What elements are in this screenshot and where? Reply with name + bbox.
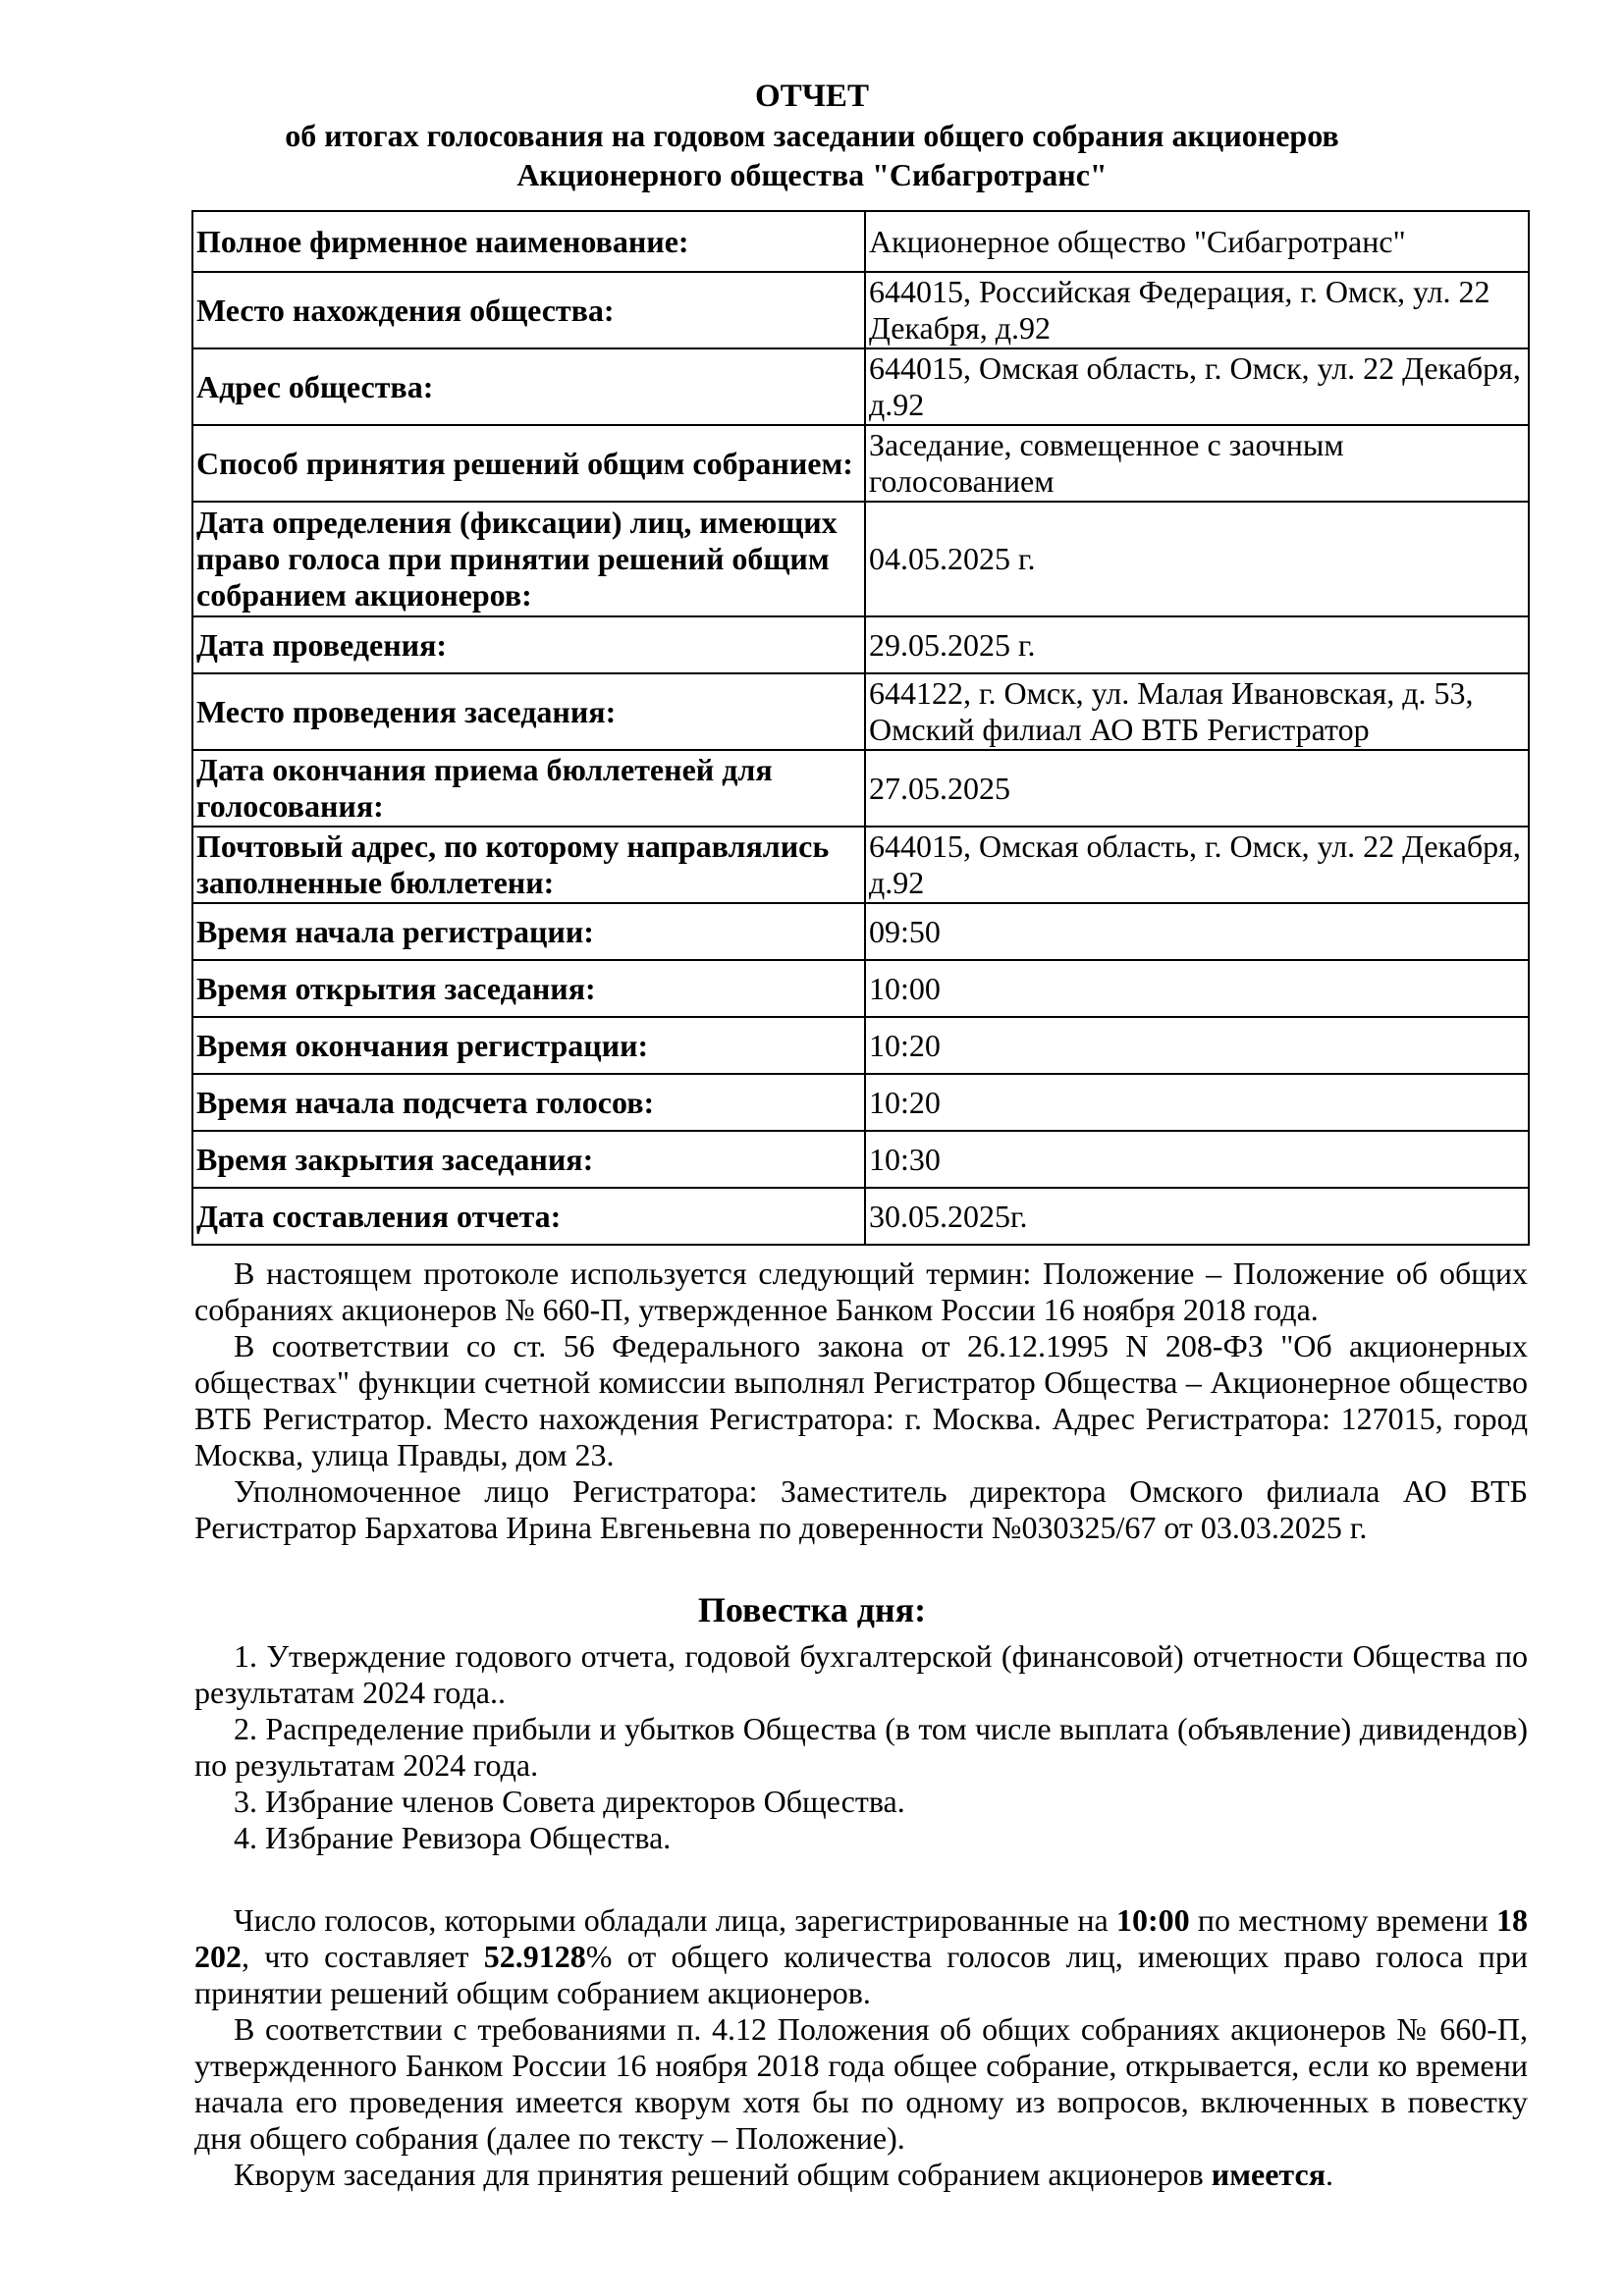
- text-fragment: по местному времени: [1189, 1902, 1497, 1938]
- row-value: 644122, г. Омск, ул. Малая Ивановская, д. 53, Омский филиал АО ВТБ Регистратор: [865, 673, 1529, 750]
- agenda-item: 1. Утверждение годового отчета, годовой бухгалтерской (финансовой) отчетности Общества по результатам 2024 года..: [194, 1638, 1528, 1710]
- table-row: [192, 1188, 1529, 1245]
- row-key: Адрес общества:: [192, 348, 865, 425]
- row-key: Место нахождения общества:: [192, 272, 865, 348]
- row-value: 644015, Российская Федерация, г. Омск, ул. 22 Декабря, д.92: [865, 272, 1529, 348]
- table-row: [192, 673, 1529, 750]
- row-key: Время окончания регистрации:: [192, 1017, 865, 1074]
- table-row: [192, 1074, 1529, 1131]
- row-value: 10:00: [865, 960, 1529, 1017]
- row-value: 04.05.2025 г.: [865, 502, 1529, 616]
- row-value: 10:20: [865, 1074, 1529, 1131]
- row-value: 29.05.2025 г.: [865, 616, 1529, 673]
- table-row: [192, 272, 1529, 348]
- table-row: [192, 1017, 1529, 1074]
- intro-section: [194, 1255, 1528, 1546]
- table-row: [192, 616, 1529, 673]
- table-row: [192, 348, 1529, 425]
- row-value: 644015, Омская область, г. Омск, ул. 22 Декабря, д.92: [865, 348, 1529, 425]
- regulation-paragraph: В соответствии с требованиями п. 4.12 Положения об общих собраниях акционеров № 660-П, утвержденного Банком России 16 ноября 2018 года общее собрание, открывается, если ко времени начала его проведения имеется кворум хотя бы по одному из вопросов, включенных в повестку дня общего собрания (далее по тексту – Положение).: [194, 2011, 1528, 2156]
- title-line-2: об итогах голосования на годовом заседании общего собрания акционеров: [285, 118, 1339, 153]
- registrar-paragraph: В соответствии со ст. 56 Федерального закона от 26.12.1995 N 208-ФЗ "Об акционерных обществах" функции счетной комиссии выполнял Регистратор Общества – Акционерное общество ВТБ Регистратор. Место нахождения Регистратора: г. Москва. Адрес Регистратора: 127015, город Москва, улица Правды, дом 23.: [194, 1328, 1528, 1472]
- row-key: Почтовый адрес, по которому направлялись заполненные бюллетени:: [192, 827, 865, 903]
- row-key: Место проведения заседания:: [192, 673, 865, 750]
- terms-paragraph: В настоящем протоколе используется следующий термин: Положение – Положение об общих собраниях акционеров № 660-П, утвержденное Банком России 16 ноября 2018 года.: [194, 1255, 1528, 1327]
- row-key: Полное фирменное наименование:: [192, 211, 865, 272]
- registration-time: 10:00: [1115, 1902, 1190, 1938]
- table-row: [192, 960, 1529, 1017]
- quorum-statement: [194, 2157, 1528, 2193]
- row-value: 10:20: [865, 1017, 1529, 1074]
- table-row: [192, 502, 1529, 616]
- row-key: Дата проведения:: [192, 616, 865, 673]
- table-row: [192, 211, 1529, 272]
- row-value: 10:30: [865, 1131, 1529, 1188]
- table-row: [192, 903, 1529, 960]
- row-value: 644015, Омская область, г. Омск, ул. 22 Декабря, д.92: [865, 827, 1529, 903]
- quorum-section: [194, 1902, 1528, 2193]
- agenda-heading: Повестка дня:: [697, 1590, 927, 1629]
- row-value: 30.05.2025г.: [865, 1188, 1529, 1245]
- agenda-item: 3. Избрание членов Совета директоров Общества.: [234, 1784, 905, 1819]
- text-fragment: Кворум заседания для принятия решений общим собранием акционеров: [234, 2157, 1212, 2192]
- agenda-list: [194, 1638, 1528, 1856]
- agenda-item: 4. Избрание Ревизора Общества.: [234, 1820, 672, 1855]
- row-value: Заседание, совмещенное с заочным голосованием: [865, 425, 1529, 502]
- row-key: Время открытия заседания:: [192, 960, 865, 1017]
- row-key: Способ принятия решений общим собранием:: [192, 425, 865, 502]
- text-fragment: Число голосов, которыми обладали лица, зарегистрированные на: [234, 1902, 1116, 1938]
- authorized-person-paragraph: Уполномоченное лицо Регистратора: Заместитель директора Омского филиала АО ВТБ Регистратор Бархатова Ирина Евгеньевна по доверенности №030325/67 от 03.03.2025 г.: [194, 1473, 1528, 1545]
- row-key: Время закрытия заседания:: [192, 1131, 865, 1188]
- title-line-1: ОТЧЕТ: [755, 79, 869, 114]
- row-key: Дата определения (фиксации) лиц, имеющих право голоса при принятии решений общим собранием акционеров:: [192, 502, 865, 616]
- text-fragment: % от общего количества голосов лиц, имеющих право голоса при принятии решений общим собранием акционеров.: [194, 1939, 1529, 2010]
- table-row: [192, 425, 1529, 502]
- table-row: [192, 1131, 1529, 1188]
- meeting-info-table: [191, 210, 1530, 1246]
- quorum-status: имеется: [1211, 2157, 1326, 2192]
- row-value: Акционерное общество "Сибагротранс": [865, 211, 1529, 272]
- report-title: [0, 77, 1624, 194]
- row-key: Время начала регистрации:: [192, 903, 865, 960]
- row-value: 27.05.2025: [865, 750, 1529, 827]
- registered-votes-paragraph: [194, 1902, 1528, 2011]
- row-key: Дата окончания приема бюллетеней для голосования:: [192, 750, 865, 827]
- row-key: Время начала подсчета голосов:: [192, 1074, 865, 1131]
- votes-percent: 52.9128: [483, 1939, 586, 1974]
- title-line-3: Акционерного общества "Сибагротранс": [516, 157, 1108, 192]
- row-key: Дата составления отчета:: [192, 1188, 865, 1245]
- text-fragment: , что составляет: [242, 1939, 484, 1974]
- table-row: [192, 827, 1529, 903]
- row-value: 09:50: [865, 903, 1529, 960]
- text-fragment: .: [1326, 2157, 1334, 2192]
- votes-count: 18 202: [194, 1902, 1529, 1974]
- table-row: [192, 750, 1529, 827]
- agenda-item: 2. Распределение прибыли и убытков Общества (в том числе выплата (объявление) дивидендов) по результатам 2024 года.: [194, 1711, 1528, 1783]
